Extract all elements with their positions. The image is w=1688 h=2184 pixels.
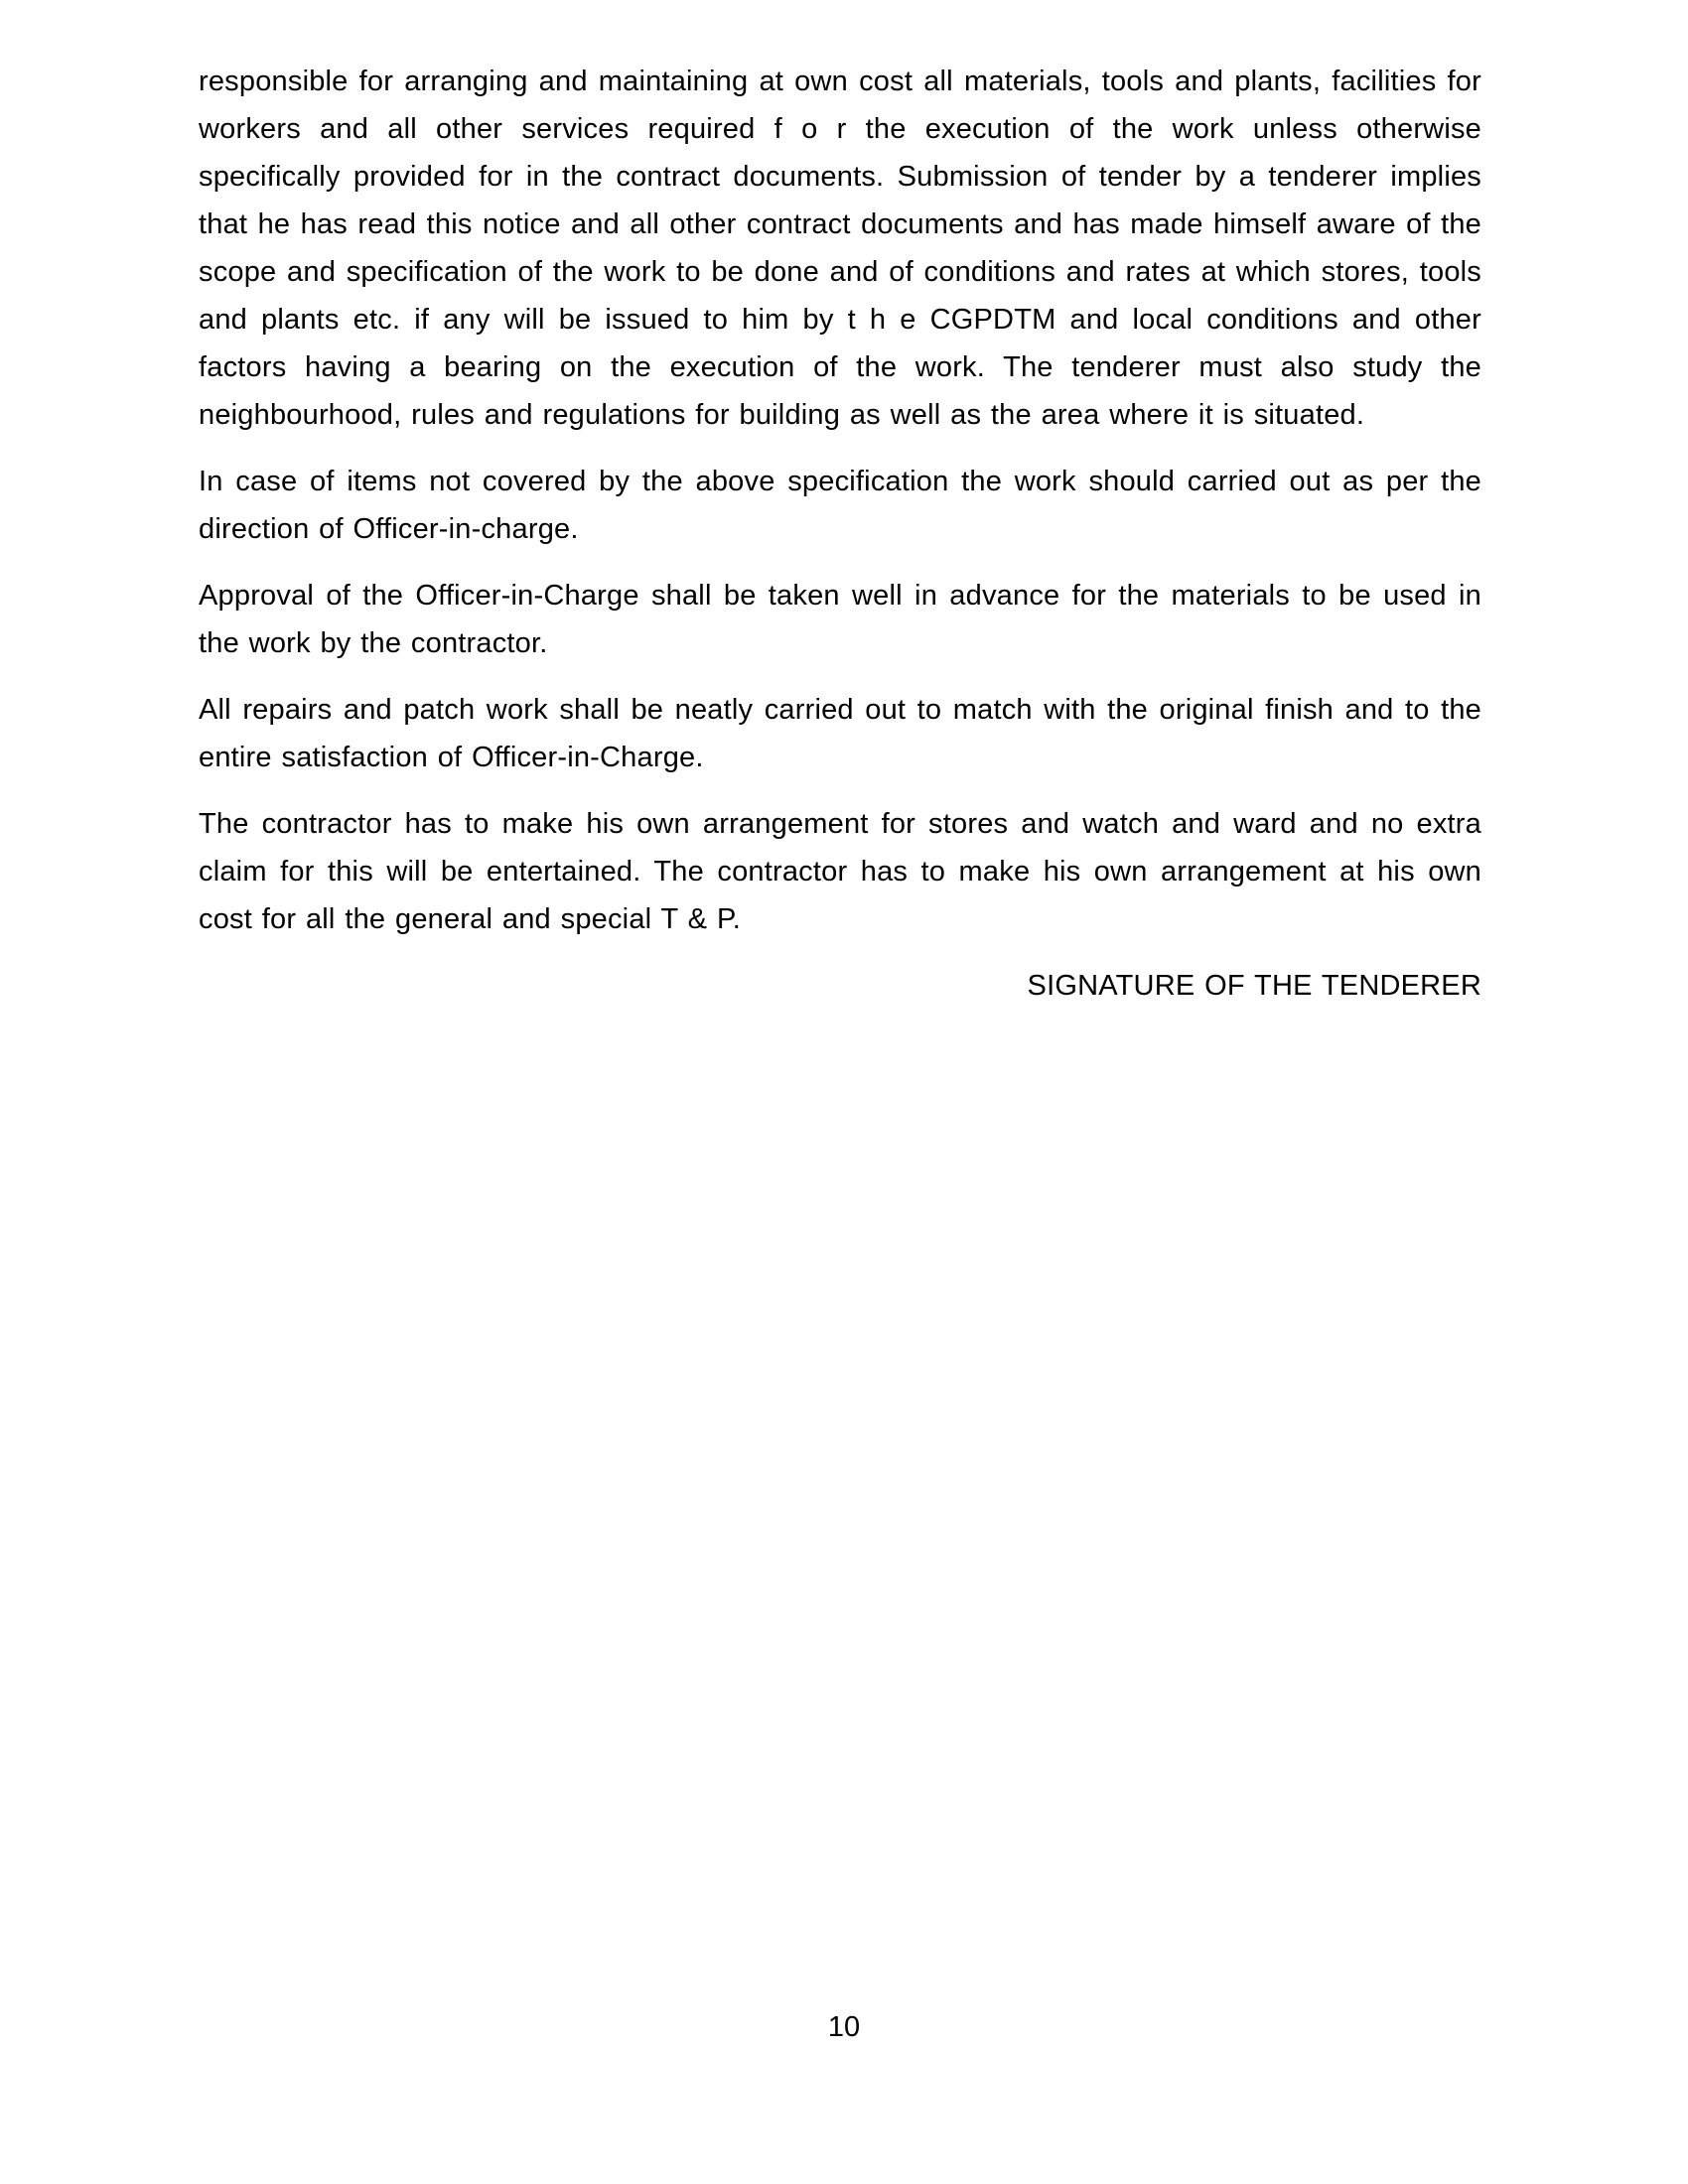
- page-number: 10: [827, 2011, 861, 2043]
- document-body: [199, 58, 1481, 1028]
- paragraph-items-not-covered: In case of items not covered by the above specification the work should carried out as per the direction of Officer-in-charge.: [199, 466, 1481, 545]
- paragraph-contractor-arrangements: The contractor has to make his own arrangement for stores and watch and ward and no extra claim for this will be entertained. The contractor has to make his own arrangement at his own cost for all the general and special T & P.: [199, 808, 1481, 935]
- paragraph-approval-of-materials: Approval of the Officer-in-Charge shall be taken well in advance for the materials to be used in the work by the contractor.: [199, 580, 1481, 659]
- signature-line: SIGNATURE OF THE TENDERER: [1027, 970, 1481, 1002]
- paragraph-responsibilities: responsible for arranging and maintaining at own cost all materials, tools and plants, facilities for workers and all other services required f o r the execution of the work unless otherwise specifically provided for in the contract documents. Submission of tender by a tenderer implies that he has read this notice and all other contract documents and has made himself aware of the scope and specification of the work to be done and of conditions and rates at which stores, tools and plants etc. if any will be issued to him by t h e CGPDTM and local conditions and other factors having a bearing on the execution of the work. The tenderer must also study the neighbourhood, rules and regulations for building as well as the area where it is situated.: [199, 66, 1481, 431]
- paragraph-repairs-patch-work: All repairs and patch work shall be neatly carried out to match with the original finish and to the entire satisfaction of Officer-in-Charge.: [199, 694, 1481, 773]
